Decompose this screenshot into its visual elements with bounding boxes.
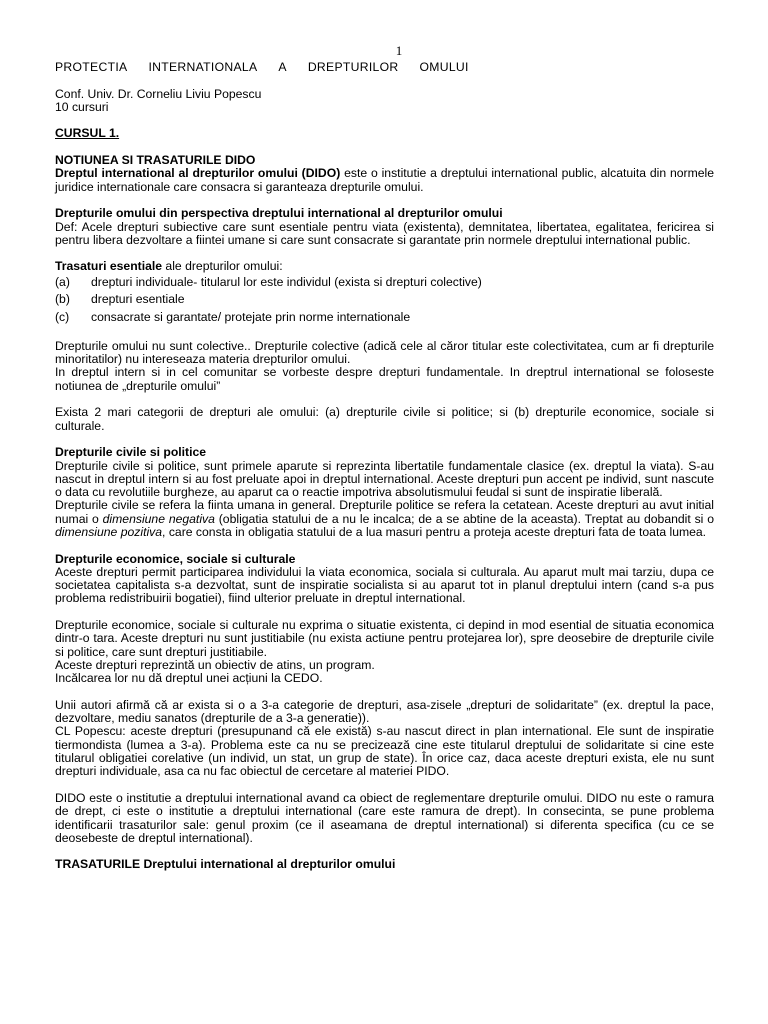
list-item: (b) drepturi esentiale [55,292,185,307]
paragraph: In dreptul intern si in cel comunitar se vorbeste despre drepturi fundamentale. In dreptrul international se foloseste notiunea de „drepturile omului” [55,365,714,393]
section-heading: Drepturile omului din perspectiva dreptului international al drepturilor omului [55,206,503,221]
section-heading: Drepturile economice, sociale si culturale [55,551,296,566]
paragraph: Trasaturi esentiale ale drepturilor omului: [55,259,283,274]
list-item: (c) consacrate si garantate/ protejate prin norme internationale [55,309,411,324]
paragraph: Unii autori afirmă că ar exista si o a 3-a categorie de drepturi, asa-zisele „drepturi de solidaritate” (ex. dreptul la pace, dezvoltare, mediu sanatos (drepturile de a 3-a generatie)). [55,697,714,726]
paragraph: DIDO este o institutie a dreptului international avand ca obiect de reglementare drepturile omului. DIDO nu este o ramura de drept, ci este o institutie a dreptului international (care este ramura de drept). In consecinta, se pune problema identificarii trasaturilor sale: genul proxim (ce il aseamana de dreptul international) si diferenta specifica (cu ce se deosebeste de dreptul international). [55,790,714,845]
page-number: 1 [395,43,403,58]
paragraph: Exista 2 mari categorii de drepturi ale omului: (a) drepturile civile si politice; si (b) drepturile economice, sociale si culturale. [55,405,714,433]
traits-list [55,274,714,327]
paragraph: CL Popescu: aceste drepturi (presupunand că ele există) s-au nascut direct in plan international. Ele sunt de inspiratie tiermondista (lumea a 3-a). Problema este ca nu se precizează cine este titularul dreptului de solidaritate si cine este titularul obligatiei corelative (un individ, un stat, un grup de state). În orice caz, daca aceste drepturi exista, ele nu sunt drepturi individuale, asa ca nu fac obiectul de cercetare al materiei PIDO. [55,724,714,779]
course-heading: CURSUL 1. [55,126,120,141]
paragraph: Aceste drepturi reprezintă un obiectiv de atins, un program. [55,657,375,672]
document-page [55,44,714,872]
courses-line: 10 cursuri [55,99,109,114]
paragraph: Drepturile civile se refera la fiinta umana in general. Drepturile politice se refera la cetatean. Aceste drepturi au avut initial numai o dimensiune negativa (obligatia statului de a nu le incalca; de a se abtine de la aceasta). Treptat au dobandit si o dimensiune pozitiva, care consta in obligatia statului de a lua masuri pentru a proteja aceste drepturi fata de toata lumea. [55,498,715,539]
paragraph: Incălcarea lor nu dă dreptul unei acțiuni la CEDO. [55,671,323,686]
title-word: OMULUI [419,60,469,74]
paragraph: Aceste drepturi permit participarea individului la viata economica, sociala si culturala. Au aparut mult mai tarziu, dupa ce societatea capitalista s-a dezvoltat, sunt de inspiratie socialista si au aparut tot in planul dreptului intern (cand s-a pus problema redistribuirii bogatiei), fiind ulterior preluate in dreptul international. [55,564,714,606]
title-word: A [278,60,287,74]
document-title [55,61,714,74]
paragraph: Drepturile economice, sociale si culturale nu exprima o situatie existenta, ci depind in mod esential de situatia economica dintr-o tara. Aceste drepturi nu sunt justitiabile (nu exista actiune pentru protejarea lor), spre deosebire de drepturile civile si politice, care sunt drepturi justitiabile. [55,618,714,659]
section-heading: NOTIUNEA SI TRASATURILE DIDO [55,153,256,168]
section-heading: Drepturile civile si politice [55,445,207,460]
paragraph: Drepturile civile si politice, sunt primele aparute si reprezinta libertatile fundamentale clasice (ex. dreptul la viata). S-au nascut in dreptul intern si au fost preluate apoi in dreptul international. Aceste drepturi pun accent pe individ, sunt nascute o data cu revolutiile burgheze, au aparut ca o reactie impotriva absolutismului feudal si sunt de inspiratie liberală. [55,458,714,500]
title-word: INTERNATIONALA [148,60,258,74]
title-word: DREPTURILOR [307,60,399,74]
definition-paragraph: Def: Acele drepturi subiective care sunt esentiale pentru viata (existenta), demnitatea, libertatea, egalitatea, fericirea si pentru libera dezvoltare a fiintei umane si care sunt consacrate si garantate prin normele dreptului international public. [55,219,714,247]
author-line: Conf. Univ. Dr. Corneliu Liviu Popescu [55,86,262,101]
list-item: (a) drepturi individuale- titularul lor este individul (exista si drepturi colective) [55,274,482,289]
title-word: PROTECTIA [55,60,128,74]
paragraph: Dreptul international al drepturilor omului (DIDO) este o institutie a dreptului international public, alcatuita din normele juridice internationale care consacra si garanteaza drepturile omului. [55,166,715,194]
paragraph: Drepturile omului nu sunt colective.. Drepturile colective (adică cele al căror titular este colectivitatea, cum ar fi drepturile minoritatilor) nu intereseaza materia drepturilor omului. [55,338,714,367]
section-heading: TRASATURILE Dreptului international al drepturilor omului [55,857,396,872]
